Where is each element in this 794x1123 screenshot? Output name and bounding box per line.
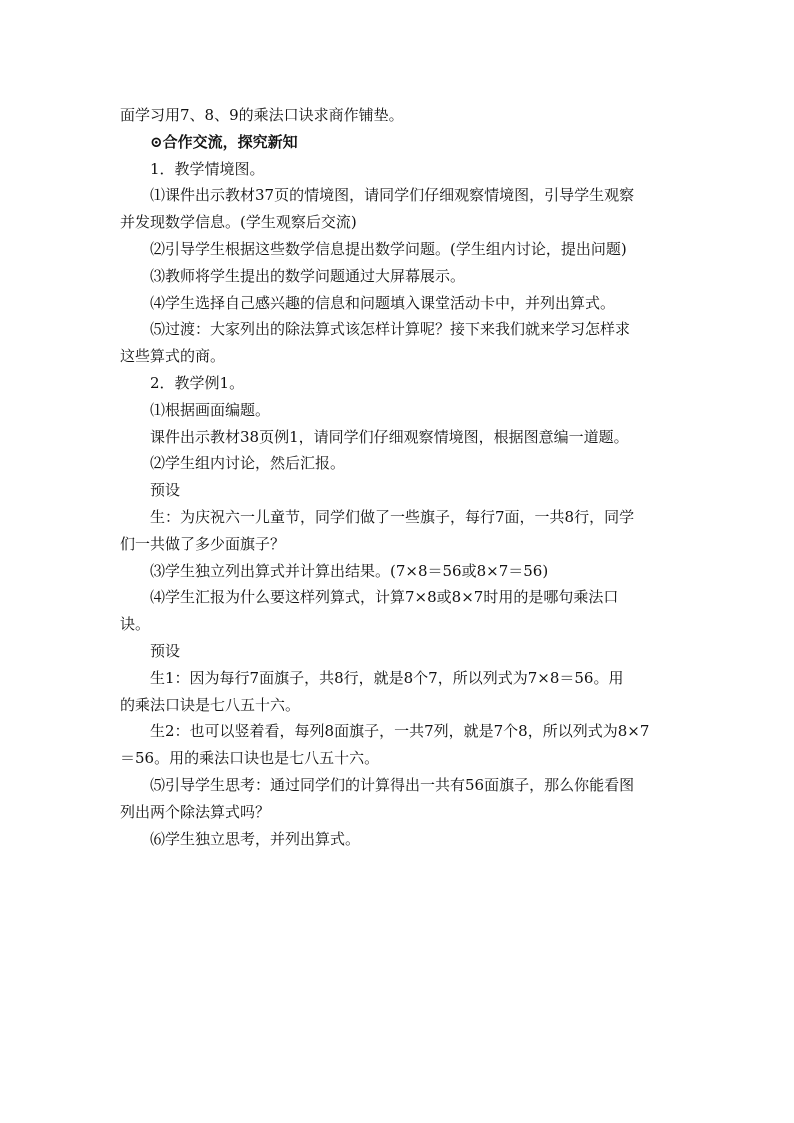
- text-line: ⑴根据画面编题。: [150, 400, 271, 419]
- text-line: 生：为庆祝六一儿童节，同学们做了一些旗子，每行7面，一共8行，同学: [150, 507, 635, 526]
- text-line: ⑵引导学生根据这些数学信息提出数学问题。(学生组内讨论，提出问题): [150, 239, 627, 258]
- text-line: 并发现数学信息。(学生观察后交流): [120, 213, 357, 232]
- text-line: ⑴课件出示教材37页的情境图，请同学们仔细观察情境图，引导学生观察: [150, 186, 635, 205]
- text-line: 们一共做了多少面旗子？: [120, 534, 286, 553]
- text-line: ⑷学生选择自己感兴趣的信息和问题填入课堂活动卡中，并列出算式。: [150, 293, 616, 312]
- text-line: 诀。: [120, 615, 151, 634]
- text-line: ⑷学生汇报为什么要这样列算式，计算7×8或8×7时用的是哪句乘法口: [150, 588, 619, 607]
- section-heading: ⊙合作交流，探究新知: [150, 132, 298, 151]
- text-line: 生1：因为每行7面旗子，共8行，就是8个7，所以列式为7×8＝56。用: [150, 668, 624, 687]
- text-line: 预设: [150, 641, 181, 660]
- text-line: ⑸引导学生思考：通过同学们的计算得出一共有56面旗子，那么你能看图: [150, 775, 635, 794]
- text-line: ⑹学生独立思考，并列出算式。: [150, 829, 361, 848]
- text-line: 课件出示教材38页例1，请同学们仔细观察情境图，根据图意编一道题。: [150, 427, 629, 446]
- text-line: 这些算式的商。: [120, 347, 226, 366]
- text-line: 1．教学情境图。: [150, 159, 265, 178]
- text-line: 列出两个除法算式吗？: [120, 802, 271, 821]
- document-body: [120, 102, 680, 852]
- text-line: ⑸过渡：大家列出的除法算式该怎样计算呢？接下来我们就来学习怎样求: [150, 320, 631, 339]
- text-line: 生2：也可以竖着看，每列8面旗子，一共7列，就是7个8，所以列式为8×7: [150, 722, 650, 741]
- text-line: ⑶学生独立列出算式并计算出结果。(7×8＝56或8×7＝56): [150, 561, 549, 580]
- text-line: 面学习用7、8、9的乘法口诀求商作铺垫。: [120, 106, 404, 124]
- text-line: 预设: [150, 481, 181, 500]
- text-line: ＝56。用的乘法口诀也是七八五十六。: [120, 749, 380, 768]
- text-line: ⑶教师将学生提出的数学问题通过大屏幕展示。: [150, 266, 466, 285]
- text-line: ⑵学生组内讨论，然后汇报。: [150, 454, 346, 473]
- text-line: 的乘法口诀是七八五十六。: [120, 695, 301, 714]
- text-line: 2．教学例1。: [150, 373, 245, 392]
